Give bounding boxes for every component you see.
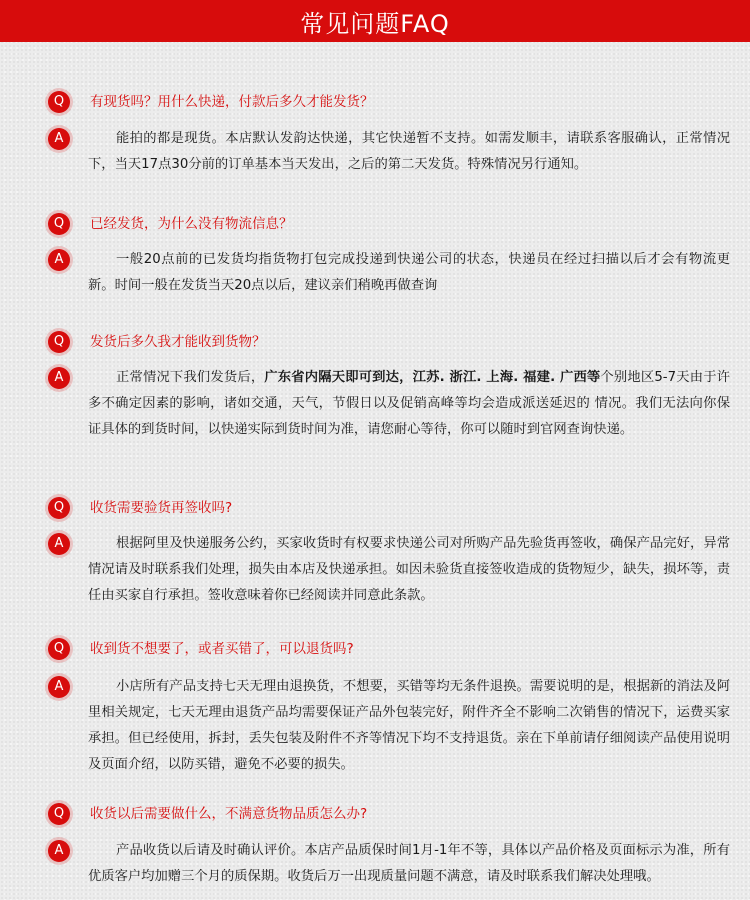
question-row [0, 90, 750, 126]
answer-text-intro: 正常情况下我们发货后， [116, 370, 265, 385]
question-row [0, 330, 750, 365]
question-badge: Q [48, 91, 70, 113]
answer-text: 产品收货以后请及时确认评价。本店产品质保时间1月-1年不等，具体以产品价格及页面标示为准，所有优质客户均加赠三个月的质保期。收货后万一出现质量问题不满意，请及时联系我们解决处理哦。 [88, 843, 730, 884]
faq-item [0, 802, 750, 890]
answer-badge: A [48, 533, 70, 555]
faq-item [0, 212, 750, 299]
answer-text [88, 365, 730, 443]
answer-text: 小店所有产品支持七天无理由退换货，不想要，买错等均无条件退换。需要说明的是，根据新的消法及阿里相关规定，七天无理由退货产品均需要保证产品外包装完好，附件齐全不影响二次销售的情况下，运费买家承担。但已经使用，拆封，丢失包装及附件不齐等情况下均不支持退货。亲在下单前请仔细阅读产品使用说明及页面介绍，以防买错，避免不必要的损失。 [88, 679, 730, 772]
faq-item [0, 90, 750, 178]
question-badge: Q [48, 638, 70, 660]
question-text: 收货以后需要做什么，不满意货物品质怎么办? [90, 806, 368, 822]
question-badge: Q [48, 497, 70, 519]
answer-badge: A [48, 676, 70, 698]
page-title: 常见问题FAQ [300, 9, 450, 38]
question-text: 有现货吗？用什么快递，付款后多久才能发货？ [90, 94, 374, 110]
answer-badge: A [48, 128, 70, 150]
faq-item [0, 330, 750, 443]
answer-row [0, 838, 750, 890]
question-badge: Q [48, 331, 70, 353]
faq-item [0, 637, 750, 778]
question-row [0, 496, 750, 531]
answer-row [0, 674, 750, 778]
answer-text: 能拍的都是现货。本店默认发韵达快递，其它快递暂不支持。如需发顺丰，请联系客服确认，正常情况下，当天17点30分前的订单基本当天发出，之后的第二天发货。特殊情况另行通知。 [88, 131, 730, 172]
answer-row [0, 365, 750, 443]
answer-text: 一般20点前的已发货均指货物打包完成投递到快递公司的状态，快递员在经过扫描以后才会有物流更新。时间一般在发货当天20点以后，建议亲们稍晚再做查询 [88, 252, 730, 293]
answer-text-rest: 个别地区5-7天由于许多不确定因素的影响，诸如交通，天气，节假日以及促销高峰等均会造成派送延迟的 情况。我们无法向你保证具体的到货时间，以快递实际到货时间为准，请您耐心等待，你可以随时到官网查询快递。 [88, 370, 730, 437]
answer-badge: A [48, 367, 70, 389]
question-row [0, 637, 750, 674]
question-badge: Q [48, 803, 70, 825]
question-text: 已经发货，为什么没有物流信息？ [90, 216, 293, 232]
faq-item [0, 496, 750, 609]
answer-text-highlight: 广东省内隔天即可到达，江苏. 浙江. 上海. 福建. 广西等 [264, 370, 601, 385]
question-text: 收货需要验货再签收吗? [90, 500, 233, 516]
answer-badge: A [48, 840, 70, 862]
question-row [0, 802, 750, 838]
answer-row [0, 247, 750, 299]
question-text: 收到货不想要了，或者买错了，可以退货吗? [90, 641, 354, 657]
answer-badge: A [48, 249, 70, 271]
question-row [0, 212, 750, 247]
answer-text: 根据阿里及快递服务公约，买家收货时有权要求快递公司对所购产品先验货再签收，确保产品完好，异常情况请及时联系我们处理，损失由本店及快递承担。如因未验货直接签收造成的货物短少，缺失，损坏等，责任由买家自行承担。签收意味着你已经阅读并同意此条款。 [88, 536, 730, 603]
page-header [0, 0, 750, 42]
question-badge: Q [48, 213, 70, 235]
answer-row [0, 531, 750, 609]
question-text: 发货后多久我才能收到货物？ [90, 334, 266, 350]
answer-row [0, 126, 750, 178]
